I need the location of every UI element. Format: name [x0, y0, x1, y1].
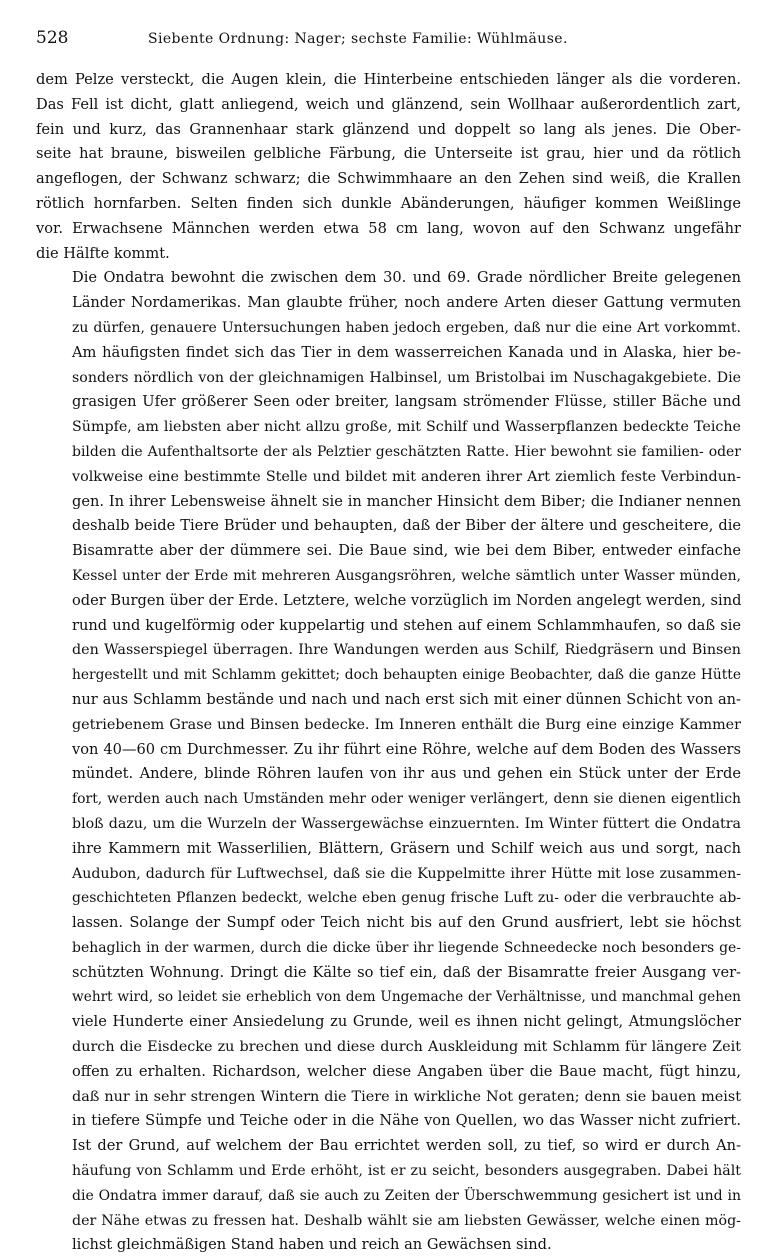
page-header: [36, 28, 741, 54]
text-line: sonders nördlich von der gleichnamigen Halbinsel, um Bristolbai im Nuschagakgebiete. Die: [72, 369, 741, 386]
text-line: behaglich in der warmen, durch die dicke über ihr liegende Schneedecke noch besonders ge-: [72, 939, 741, 956]
text-line: Länder Nordamerikas. Man glaubte früher, noch andere Arten dieser Gattung vermuten: [72, 294, 741, 312]
text-line: getriebenem Grase und Binsen bedecke. Im Inneren enthält die Burg eine einzige Kammer: [72, 716, 741, 733]
text-line: Bisamratte aber der dümmere sei. Die Baue sind, wie bei dem Biber, entweder einfache: [72, 542, 741, 560]
text-line: Das Fell ist dicht, glatt anliegend, weich und glänzend, sein Wollhaar außerordentlich zart,: [36, 95, 741, 113]
text-line: von 40—60 cm Durchmesser. Zu ihr führt eine Röhre, welche auf dem Boden des Wassers: [72, 740, 741, 758]
text-line: viele Hunderte einer Ansiedelung zu Grunde, weil es ihnen nicht gelingt, Atmungslöcher: [72, 1013, 741, 1031]
text-line: den Wasserspiegel überragen. Ihre Wandungen werden aus Schilf, Riedgräsern und Binsen: [72, 642, 741, 659]
text-line: lassen. Solange der Sumpf oder Teich nicht bis auf den Grund ausfriert, lebt sie höchst: [72, 914, 741, 932]
text-line: durch die Eisdecke zu brechen und diese durch Auskleidung mit Schlamm für längere Zeit: [72, 1039, 741, 1056]
text-line: Die Ondatra bewohnt die zwischen dem 30. und 69. Grade nördlicher Breite gelegenen: [72, 269, 741, 287]
running-head: Siebente Ordnung: Nager; sechste Familie: Wühlmäuse.: [148, 31, 568, 47]
page-number: 528: [36, 28, 69, 48]
text-line: daß nur in sehr strengen Wintern die Tiere in wirkliche Not geraten; denn sie bauen meist: [72, 1088, 741, 1105]
text-line: fein und kurz, das Grannenhaar stark glänzend und doppelt so lang als jenes. Die Ober-: [36, 120, 741, 138]
text-line: lichst gleichmäßigen Stand haben und reich an Gewächsen sind.: [72, 1236, 552, 1254]
text-line: häufung von Schlamm und Erde erhöht, ist er zu seicht, besonders ausgegraben. Dabei hält: [72, 1163, 741, 1180]
text-line: rund und kugelförmig oder kuppelartig und stehen auf einem Schlammhaufen, so daß sie: [72, 616, 741, 634]
text-line: mündet. Andere, blinde Röhren laufen von ihr aus und gehen ein Stück unter der Erde: [72, 765, 741, 783]
text-line: ihre Kammern mit Wasserlilien, Blättern, Gräsern und Schilf weich aus und sorgt, nach: [72, 839, 741, 857]
text-line: grasigen Ufer größerer Seen oder breiter, langsam strömender Flüsse, stiller Bäche und: [72, 393, 741, 411]
text-line: bilden die Aufenthaltsorte der als Pelztier geschätzten Ratte. Hier bewohnt sie familien- oder: [72, 443, 741, 460]
paragraph: [36, 68, 741, 266]
text-line: oder Burgen über der Erde. Letztere, welche vorzüglich im Norden angelegt werden, sind: [72, 591, 742, 609]
text-line: bloß dazu, um die Wurzeln der Wassergewächse einzuernten. Im Winter füttert die Ondatra: [72, 815, 741, 832]
body-text: [36, 68, 741, 1258]
text-line: hergestellt und mit Schlamm gekittet; doch behaupten einige Beobachter, daß die ganze Hütte: [72, 667, 741, 684]
text-line: fort, werden auch nach Umständen mehr oder weniger verlängert, denn sie dienen eigentlich: [72, 791, 741, 808]
text-line: deshalb beide Tiere Brüder und behaupten, daß der Biber der ältere und gescheitere, die: [72, 517, 741, 535]
text-line: die Ondatra immer darauf, daß sie auch zu Zeiten der Überschwemmung gesichert ist und in: [72, 1187, 741, 1204]
text-line: angeflogen, der Schwanz schwarz; die Schwimmhaare an den Zehen sind weiß, die Krallen: [36, 170, 741, 188]
text-line: der Nähe etwas zu fressen hat. Deshalb wählt sie am liebsten Gewässer, welche einen mög-: [72, 1212, 741, 1229]
text-line: Sümpfe, am liebsten aber nicht allzu große, mit Schilf und Wasserpflanzen bedeckte Teiche: [72, 419, 741, 436]
text-line: volkweise eine bestimmte Stelle und bildet mit anderen ihrer Art ziemlich feste Verbindun-: [72, 468, 741, 485]
text-line: Ist der Grund, auf welchem der Bau errichtet werden soll, zu tief, so wird er durch An-: [72, 1137, 741, 1155]
text-line: gen. In ihrer Lebensweise ähnelt sie in mancher Hinsicht dem Biber; die Indianer nennen: [72, 492, 741, 510]
text-line: geschichteten Pflanzen bedeckt, welche eben genug frische Luft zu- oder die verbrauchte ab-: [72, 890, 741, 907]
text-line: seite hat braune, bisweilen gelbliche Färbung, die Unterseite ist grau, hier und da rötlich: [36, 145, 741, 163]
text-line: in tiefere Sümpfe und Teiche oder in die Nähe von Quellen, wo das Wasser nicht zufriert.: [72, 1112, 741, 1130]
text-line: rötlich hornfarben. Selten finden sich dunkle Abänderungen, häufiger kommen Weißlinge: [36, 194, 741, 212]
text-line: Am häufigsten findet sich das Tier in dem wasserreichen Kanada und in Alaska, hier be-: [72, 343, 741, 361]
text-line: zu dürfen, genauere Untersuchungen haben jedoch ergeben, daß nur die eine Art vorkommt.: [72, 319, 741, 336]
text-line: nur aus Schlamm bestände und nach und nach erst sich mit einer dünnen Schicht von an-: [72, 690, 741, 708]
text-line: schützten Wohnung. Dringt die Kälte so tief ein, daß der Bisamratte freier Ausgang ver-: [72, 963, 741, 981]
text-line: die Hälfte kommt.: [36, 244, 170, 262]
paragraph: [36, 266, 741, 1258]
text-line: wehrt wird, so leidet sie erheblich von dem Ungemache der Verhältnisse, und manchmal gehen: [72, 989, 741, 1006]
text-line: vor. Erwachsene Männchen werden etwa 58 cm lang, wovon auf den Schwanz ungefähr: [36, 219, 741, 237]
text-line: dem Pelze versteckt, die Augen klein, die Hinterbeine entschieden länger als die vorderen.: [36, 71, 741, 88]
text-line: Kessel unter der Erde mit mehreren Ausgangsröhren, welche sämtlich unter Wasser münden,: [72, 567, 741, 584]
text-line: Audubon, dadurch für Luftwechsel, daß sie die Kuppelmitte ihrer Hütte mit lose zusammen-: [72, 865, 741, 882]
text-line: offen zu erhalten. Richardson, welcher diese Angaben über die Baue macht, fügt hinzu,: [72, 1062, 741, 1080]
